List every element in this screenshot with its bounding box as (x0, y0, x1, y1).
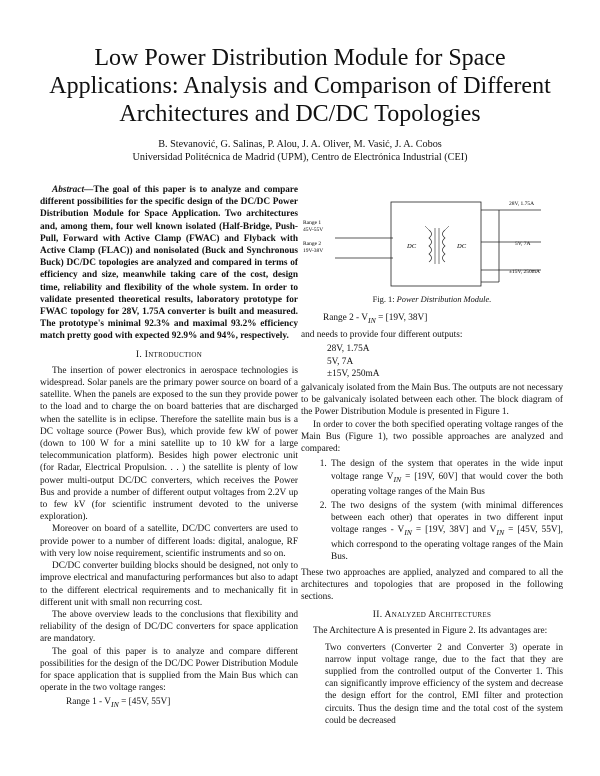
figure-1 (301, 182, 563, 294)
intro-paragraph-1: The insertion of power electronics in aerospace technologies is widespread. Solar panels are the primary power source on board of a satellite. When the panels are exposed to the sun they provide power to the load and to charge the on board batteries that are discharged when the satellite is in eclipse. Therefore the satellite main bus is a DC voltage source (Power Bus), which provide few kW of power (down to 100 W for a mini satellite up to 10 kW for a large telecommunication platform). Besides high power electronic unit (for Radar, Electrical Propulsion. . . ) the satellite is plenty of low power multi-output DC/DC converters, which receives the Power Bus and provide a number of different output voltages from 2.2V up to few kV (for scientific instrument devoted to the universe exploration). (40, 365, 298, 523)
approaches-summary-paragraph: These two approaches are applied, analyzed and compared to all the architectures and topologies that are proposed in the following sections. (301, 567, 563, 603)
range-1-label: Range 1 (303, 220, 322, 226)
transformer-primary-icon (429, 230, 432, 262)
abstract-label: Abstract (52, 185, 85, 195)
architecture-paragraph: The Architecture A is presented in Figure 2. Its advantages are: (313, 626, 548, 637)
range-1-value: 45V-55V (303, 227, 324, 233)
title-line-3: Architectures and DC/DC Topologies (119, 101, 481, 127)
section-heading-architectures: II. Analyzed Architectures (372, 610, 492, 621)
affiliation: Universidad Politécnica de Madrid (UPM), Centro de Electrónica Industrial (CEI) (132, 152, 468, 163)
abstract (40, 184, 298, 343)
abstract-text: —The goal of this paper is to analyze and compare different possibilities for the specific design of the DC/DC Power Distribution Module for Space Application. Two architectures and, among them, four well known isolated (Half-Bridge, Push-Pull, Forward with Active Clamp (FWAC) and Flyback with Active Clamp (FLAC)) and nonisolated (Buck and Synchronous Buck) DC/DC topologies are analyzed and compared in terms of efficiency and size, meanwhile taking care of the cost, design time, reliability and flexibility of the whole system. In order to validate presented theoretical results, laboratory prototype for FWAC topology for 28V, 1.75A converter is built and measured. The prototype's minimal 92.3% and maximal 93.2% efficiency match pretty good with expected 92.9% and 94%, respectively. (40, 185, 298, 342)
approaches-list (301, 458, 563, 563)
output-2-label: 5V, 7A (515, 241, 531, 247)
intro-paragraph-3: DC/DC converter building blocks should be designed, not only to improve electrical and manufacturing performances but also to adapt to the different electrical requirements and to mechanically fit in different unit with small non recurring cost. (40, 561, 298, 608)
figure-1-caption: Fig. 1: Power Distribution Module. (372, 295, 492, 304)
range-2-line: Range $2 - V_{IN} = [19V$, 38V] (323, 313, 428, 326)
approaches-intro-paragraph: In order to cover the both specified operating voltage ranges of the Main Bus (Figure 1), two possible approaches are analyzed and compared: (301, 419, 563, 455)
galvanic-paragraph: galvanicaly isolated from the Main Bus. The outputs are not necessary to be galvanicaly isolated between each other. The block diagram of the Power Distribution Module is presented in Figure 1. (301, 383, 563, 418)
author-block (40, 138, 560, 164)
module-box (391, 202, 481, 286)
title-line-2: Applications: Analysis and Comparison of Different (49, 73, 551, 99)
four-outputs-line: and needs to provide four different outputs: (301, 330, 463, 341)
dc-right-label: DC (457, 243, 467, 250)
output-item-3: ±15V, 250mA (327, 368, 380, 379)
intro-paragraph-2: Moreover on board of a satellite, DC/DC converters are used to provide power to a number of different loads: digital, analogue, RF with very low noise requirement, scientific instruments and so on. (40, 524, 298, 559)
intro-paragraph-4: The above overview leads to the conclusions that flexibility and reliability of the design of DC/DC converters for space application are mandatory. (40, 609, 298, 645)
output-item-1: 28V, 1.75A (327, 344, 370, 355)
range-2-label: Range 2 (303, 241, 322, 247)
section-heading-introduction: I. Introduction (135, 349, 203, 360)
dc-left-label: DC (407, 243, 417, 250)
approach-item-2: 2. The two designs of the system (with minimal differences between each other) that operates in two different input voltage ranges - $V_{IN} = [19V$, 38V] and $V_{IN} = [45V$, 55V], which correspond to the operating voltage ranges of the Main Bus. (329, 500, 563, 564)
output-item-2: 5V, 7A (327, 356, 354, 367)
paper-title (40, 44, 560, 128)
range-1-line: Range $1 - V_{IN} = [45V$, 55V] (66, 697, 171, 710)
advantages-paragraph: Two converters (Converter 2 and Converter 3) operate in narrow input voltage range, due to the fact that they are supplied from the controlled output of the Converter 1. This can significantly improve efficiency of the system and decrease the design effort for the control, EMI filter and protection circuits. Thus the design time and the total cost of the system could be decreased (325, 642, 563, 726)
block-diagram (301, 182, 563, 294)
author-list: B. Stevanović, G. Salinas, P. Alou, J. A. Oliver, M. Vasić, J. A. Cobos (158, 139, 442, 150)
intro-paragraph-5: The goal of this paper is to analyze and compare different possibilities for the design of the DC/DC Power Distribution Module for space application that is supplied from the Main Bus which can operate in the two voltage ranges: (40, 646, 298, 694)
output-1-label: 28V, 1.75A (509, 201, 535, 207)
title-line-1: Low Power Distribution Module for Space (94, 45, 506, 71)
left-column (40, 184, 298, 713)
approach-item-1: 1. The design of the system that operates in the wide input voltage range $V_{IN} = [19V$, 60V] that would cover the both operating voltage ranges of the Main Bus (329, 458, 563, 497)
transformer-secondary-icon (443, 230, 446, 262)
output-3-label: ±15V, 250mA (509, 269, 541, 275)
output-list (327, 343, 563, 380)
right-column (301, 182, 563, 727)
range-2-value: 19V-38V (303, 248, 324, 254)
